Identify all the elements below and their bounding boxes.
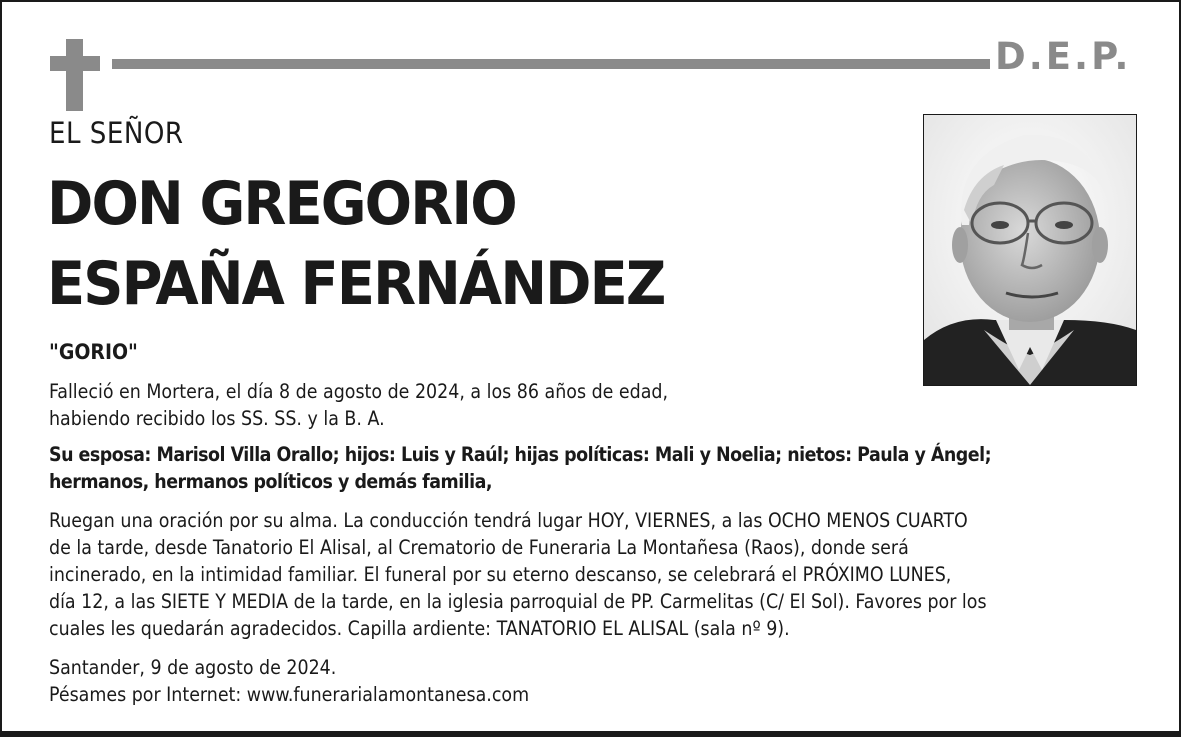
family-list-line: hermanos, hermanos políticos y demás familia, [49,470,493,493]
family-list [49,441,991,495]
death-statement-line: Falleció en Mortera, el día 8 de agosto de 2024, a los 86 años de edad, [49,380,669,403]
deceased-name-line-1: DON GREGORIO [47,169,516,239]
service-details-line: incinerado, en la intimidad familiar. El funeral por su eterno descanso, se celebrará el PRÓXIMO LUNES, [49,563,952,586]
service-details-line: Ruegan una oración por su alma. La conducción tendrá lugar HOY, VIERNES, a las OCHO MENOS CUARTO [49,509,968,532]
death-statement [49,378,668,432]
service-details [49,507,987,642]
cross-icon-bar [50,56,100,71]
death-statement-line: habiendo recibido los SS. SS. y la B. A. [49,407,385,430]
closing [49,654,529,708]
service-details-line: cuales les quedarán agradecidos. Capilla ardiente: TANATORIO EL ALISAL (sala nº 9). [49,617,790,640]
service-details-line: de la tarde, desde Tanatorio El Alisal, al Crematorio de Funeraria La Montañesa (Raos), donde será [49,536,909,559]
header-rule [112,59,990,69]
condolences-website: Pésames por Internet: www.funerarialamontanesa.com [49,683,530,706]
title-prefix: EL SEÑOR [49,116,184,150]
nickname: "GORIO" [49,340,138,364]
deceased-name-line-2: ESPAÑA FERNÁNDEZ [47,249,665,319]
portrait-image [924,115,1136,385]
portrait-photo [923,114,1137,386]
service-details-line: día 12, a las SIETE Y MEDIA de la tarde, en la iglesia parroquial de PP. Carmelitas (C/ El Sol). Favores por los [49,590,987,613]
cross-icon [66,39,83,111]
place-date: Santander, 9 de agosto de 2024. [49,656,337,679]
dep-mark: D.E.P. [995,35,1132,78]
family-list-line: Su esposa: Marisol Villa Orallo; hijos: Luis y Raúl; hijas políticas: Mali y Noelia; nietos: Paula y Ángel; [49,443,992,466]
